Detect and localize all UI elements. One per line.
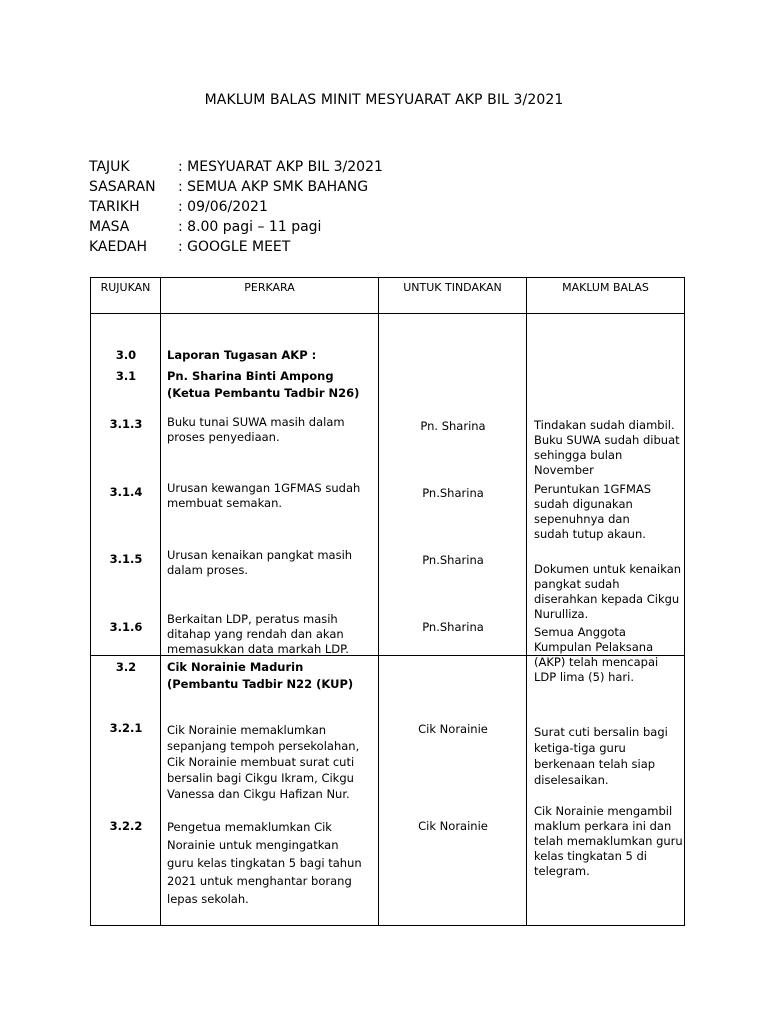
ref-number: 3.2 <box>115 660 137 674</box>
item-maklum-balas: Tindakan sudah diambil. Buku SUWA sudah dibuat sehingga bulan November <box>534 418 680 477</box>
item-tindakan: Pn.Sharina <box>422 620 484 634</box>
meta-label: KAEDAH <box>89 239 147 255</box>
item-maklum-balas: Cik Norainie mengambil maklum perkara ini dan telah memaklumkan guru kelas tingkatan 5 di telegram. <box>534 804 683 878</box>
ref-number: 3.1 <box>115 369 137 383</box>
table-header-row <box>91 278 685 314</box>
perkara-cell <box>161 656 379 926</box>
item-tindakan: Cik Norainie <box>418 722 488 736</box>
item-tindakan: Pn. Sharina <box>420 419 486 433</box>
header-untuk-tindakan: UNTUK TINDAKAN <box>379 278 527 314</box>
ref-number: 3.1.5 <box>109 552 143 566</box>
item-perkara: Cik Norainie memaklumkan sepanjang tempoh persekolahan, Cik Norainie membuat surat cuti bersalin bagi Cikgu Ikram, Cikgu Vanessa dan Cikgu Hafizan Nur. <box>167 723 360 801</box>
maklum-balas-cell <box>527 656 685 926</box>
item-perkara: Pengetua memaklumkan Cik Norainie untuk mengingatkan guru kelas tingkatan 5 bagi tahun 2021 untuk menghantar borang lepas sekolah. <box>167 820 362 906</box>
tindakan-cell <box>379 314 527 656</box>
section-heading: Laporan Tugasan AKP : <box>167 348 317 362</box>
rujukan-cell <box>91 314 161 656</box>
meta-label: SASARAN <box>89 179 156 195</box>
meta-value: : SEMUA AKP SMK BAHANG <box>178 179 369 195</box>
header-rujukan: RUJUKAN <box>91 278 161 314</box>
meta-value: : MESYUARAT AKP BIL 3/2021 <box>178 159 383 175</box>
item-maklum-balas: Peruntukan 1GFMAS sudah digunakan sepenuhnya dan sudah tutup akaun. <box>534 482 652 541</box>
table-row <box>91 656 685 926</box>
item-maklum-balas: Surat cuti bersalin bagi ketiga-tiga guru berkenaan telah siap diselesaikan. <box>534 725 668 787</box>
item-tindakan: Pn.Sharina <box>422 553 484 567</box>
meta-label: TAJUK <box>89 159 130 175</box>
item-perkara: Urusan kewangan 1GFMAS sudah membuat semakan. <box>167 481 361 510</box>
section-subheading: Pn. Sharina Binti Ampong (Ketua Pembantu Tadbir N26) <box>167 369 360 400</box>
rujukan-cell <box>91 656 161 926</box>
item-perkara: Urusan kenaikan pangkat masih dalam proses. <box>167 548 353 577</box>
ref-number: 3.0 <box>115 348 137 362</box>
meta-value: : GOOGLE MEET <box>178 239 291 255</box>
item-perkara: Buku tunai SUWA masih dalam proses penyediaan. <box>167 415 345 444</box>
document-title: MAKLUM BALAS MINIT MESYUARAT AKP BIL 3/2021 <box>204 92 564 108</box>
item-tindakan: Pn.Sharina <box>422 486 484 500</box>
meta-value: : 8.00 pagi – 11 pagi <box>178 219 322 235</box>
section-subheading: Cik Norainie Madurin (Pembantu Tadbir N22 (KUP) <box>167 660 354 691</box>
ref-number: 3.2.2 <box>109 819 143 833</box>
ref-number: 3.1.3 <box>109 417 143 431</box>
meta-label: MASA <box>89 219 130 235</box>
header-perkara: PERKARA <box>161 278 379 314</box>
ref-number: 3.1.4 <box>109 485 143 499</box>
item-maklum-balas: Semua Anggota Kumpulan Pelaksana (AKP) telah mencapai LDP lima (5) hari. <box>534 625 659 684</box>
minutes-table <box>90 277 685 926</box>
meta-label: TARIKH <box>89 199 140 215</box>
meta-value: : 09/06/2021 <box>178 199 268 215</box>
perkara-cell <box>161 314 379 656</box>
item-perkara: Berkaitan LDP, peratus masih ditahap yang rendah dan akan memasukkan data markah LDP. <box>167 612 349 656</box>
ref-number: 3.1.6 <box>109 620 143 634</box>
ref-number: 3.2.1 <box>109 721 143 735</box>
item-tindakan: Cik Norainie <box>418 819 488 833</box>
table-row <box>91 314 685 656</box>
maklum-balas-cell <box>527 314 685 684</box>
tindakan-cell <box>379 656 527 926</box>
item-maklum-balas: Dokumen untuk kenaikan pangkat sudah diserahkan kepada Cikgu Nurulliza. <box>534 562 682 621</box>
header-maklum-balas: MAKLUM BALAS <box>527 278 685 314</box>
